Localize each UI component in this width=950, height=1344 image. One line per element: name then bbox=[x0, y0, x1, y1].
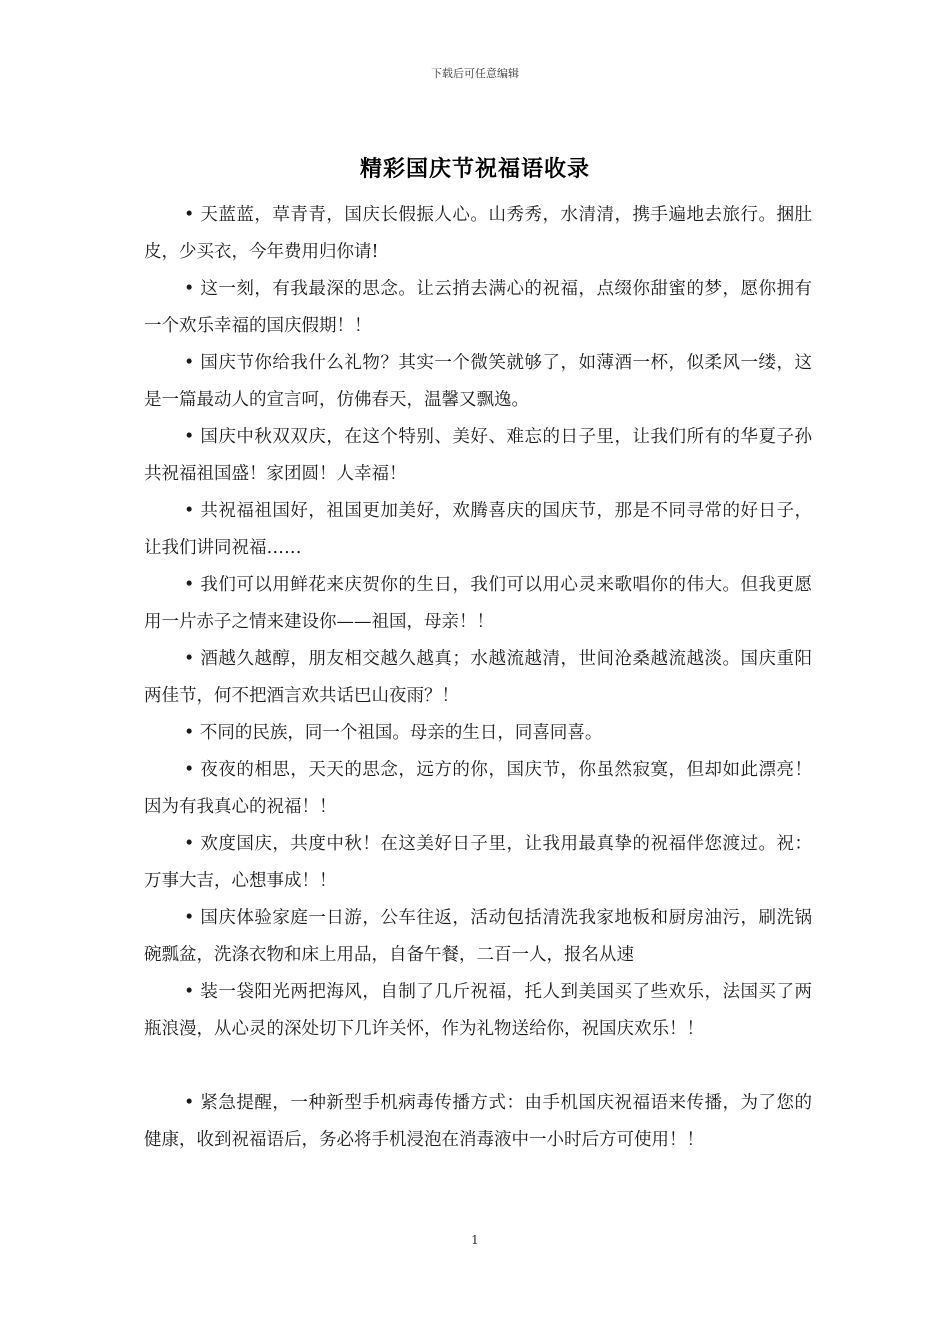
paragraph-7: • 酒越久越醇，朋友相交越久越真；水越流越清，世间沧桑越流越淡。国庆重阳两佳节，何不把酒言欢共话巴山夜雨？！ bbox=[144, 649, 812, 706]
page-number: 1 bbox=[471, 1233, 479, 1247]
paragraph-1: • 天蓝蓝，草青青，国庆长假振人心。山秀秀，水清清，携手遍地去旅行。捆肚皮，少买衣，今年费用归你请! bbox=[144, 205, 812, 262]
document-title: 精彩国庆节祝福语收录 bbox=[359, 156, 590, 182]
paragraph-5: • 共祝福祖国好，祖国更加美好，欢腾喜庆的国庆节，那是不同寻常的好日子，让我们讲同祝福…… bbox=[144, 501, 812, 558]
paragraph-4: • 国庆中秋双双庆，在这个特别、美好、难忘的日子里，让我们所有的华夏子孙共祝福祖国盛！家团圆！人幸福！ bbox=[144, 427, 812, 484]
paragraph-6: • 我们可以用鲜花来庆贺你的生日，我们可以用心灵来歌唱你的伟大。但我更愿用一片赤子之情来建设你——祖国，母亲！！ bbox=[144, 575, 812, 632]
paragraph-8: • 不同的民族，同一个祖国。母亲的生日，同喜同喜。 bbox=[184, 723, 603, 743]
paragraph-13: • 紧急提醒，一种新型手机病毒传播方式：由手机国庆祝福语来传播，为了您的健康，收到祝福语后，务必将手机浸泡在消毒液中一小时后方可使用！！ bbox=[144, 1093, 812, 1150]
paragraph-12: • 装一袋阳光两把海风，自制了几斤祝福，托人到美国买了些欢乐，法国买了两瓶浪漫，从心灵的深处切下几许关怀，作为礼物送给你，祝国庆欢乐！！ bbox=[144, 982, 812, 1039]
paragraph-9: • 夜夜的相思，天天的思念，远方的你，国庆节，你虽然寂寞，但却如此漂亮！因为有我真心的祝福！！ bbox=[144, 760, 812, 817]
document-body bbox=[144, 197, 812, 1159]
paragraph-10: • 欢度国庆，共度中秋！在这美好日子里，让我用最真挚的祝福伴您渡过。祝：万事大吉，心想事成！！ bbox=[144, 834, 812, 891]
paragraph-3: • 国庆节你给我什么礼物？其实一个微笑就够了，如薄酒一杯，似柔风一缕，这是一篇最动人的宣言呵，仿佛春天，温馨又飘逸。 bbox=[144, 353, 812, 410]
paragraph-11: • 国庆体验家庭一日游，公车往返，活动包括清洗我家地板和厨房油污，刷洗锅碗瓢盆，洗涤衣物和床上用品，自备午餐，二百一人，报名从速 bbox=[144, 908, 812, 965]
page-header: 下载后可任意编辑 bbox=[431, 67, 519, 80]
paragraph-gap bbox=[144, 1048, 812, 1085]
paragraph-2: • 这一刻，有我最深的思念。让云捎去满心的祝福，点缀你甜蜜的梦，愿你拥有一个欢乐幸福的国庆假期！！ bbox=[144, 279, 812, 336]
